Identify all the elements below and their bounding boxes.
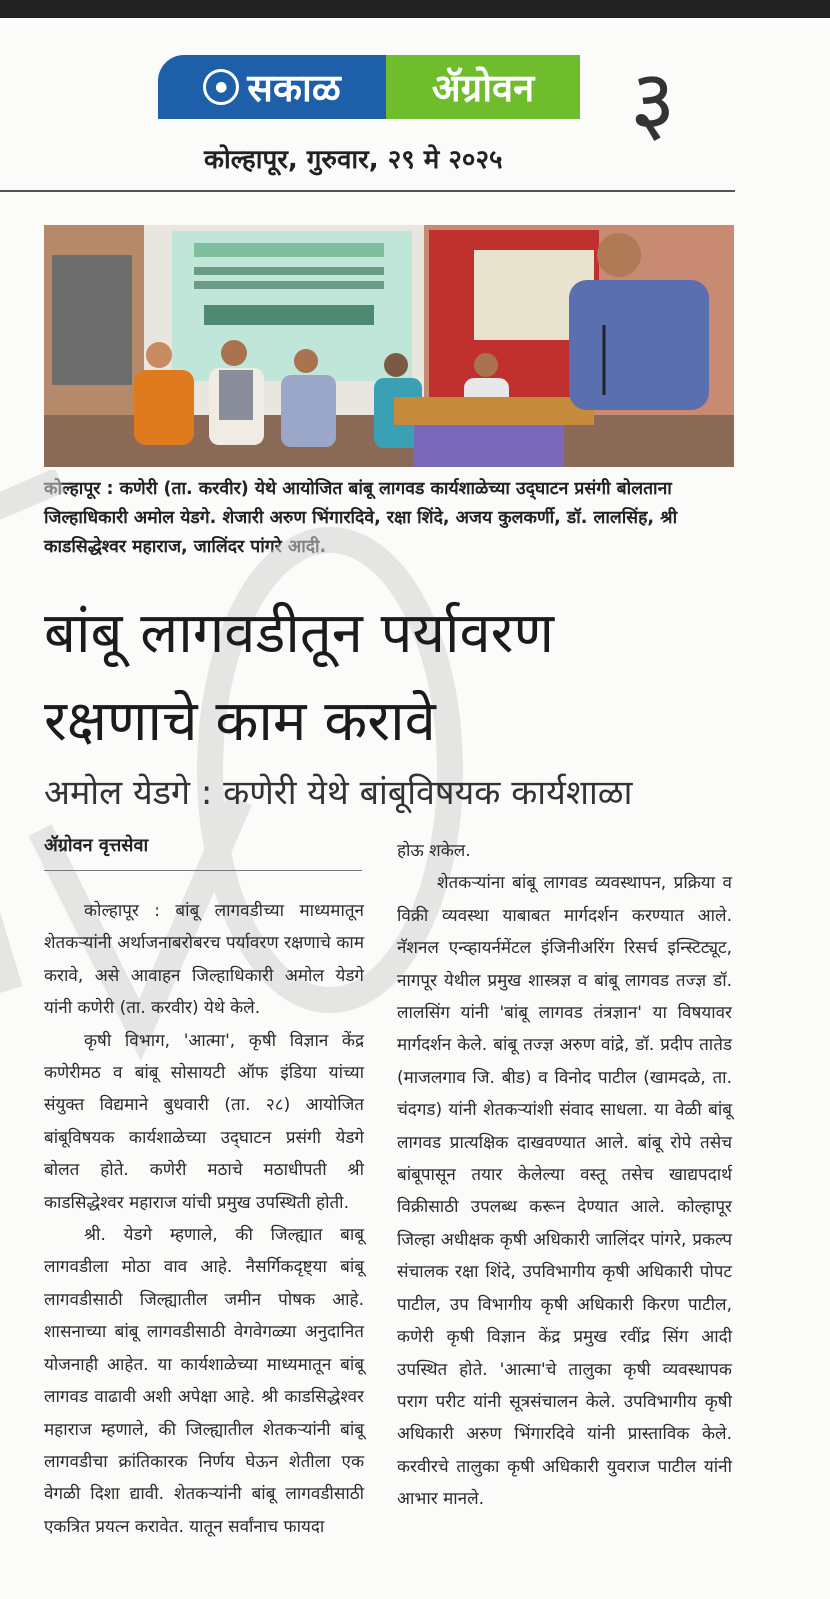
article-paragraph: होऊ शकेल. [397,841,471,861]
headline-line-2: रक्षणाचे काम करावे [44,689,436,754]
paper-name: सकाळ [247,66,341,110]
article-subheadline: अमोल येडगे : कणेरी येथे बांबूविषयक कार्यशाळा [44,773,633,813]
byline-divider [44,870,362,871]
article-headline [44,590,764,766]
article-column-2 [397,835,732,1516]
masthead-divider [0,190,735,192]
article-paragraph: कोल्हापूर : बांबू लागवडीच्या माध्यमातून शेतकऱ्यांनी अर्थाजनाबरोबरच पर्यावरण रक्षणाचे काम करावे, असे आवाहन जिल्हाधिकारी अमोल येडगे यांनी कणेरी (ता. करवीर) येथे केले. [44,901,364,1019]
sakal-emblem-icon: ● [203,69,239,105]
photo-caption: कोल्हापूर : कणेरी (ता. करवीर) येथे आयोजित बांबू लागवड कार्यशाळेच्या उद्‍घाटन प्रसंगी बोलताना जिल्हाधिकारी अमोल येडगे. शेजारी अरुण भिंगारदिवे, रक्षा शिंदे, अजय कुलकर्णी, डॉ. लालसिंह, श्री काडसिद्धेश्‍वर महाराज, जालिंदर पांगरे आदी. [44,479,678,557]
news-photo [44,225,734,467]
article-column-1 [44,895,364,1543]
device-status-bar [0,0,830,18]
masthead-logo [158,55,580,119]
article-paragraph: कृषी विभाग, 'आत्मा', कृषी विज्ञान केंद्र कणेरीमठ व बांबू सोसायटी ऑफ इंडिया यांच्या संयुक्त विद्यमाने बुधवारी (ता. २८) आयोजित बांबूविषयक कार्यशाळेच्या उद्‍घाटन प्रसंगी येडगे बोलत होते. कणेरी मठाचे मठाधीपती श्री काडसिद्धेश्‍वर महाराज यांची प्रमुख उपस्थिती होती. [44,1030,364,1213]
article-byline: ॲग्रोवन वृत्तसेवा [44,835,149,856]
page-number: ३ [630,50,676,153]
dateline: कोल्हापूर, गुरुवार, २९ मे २०२५ [204,145,503,175]
article-paragraph: शेतकऱ्यांना बांबू लागवड व्यवस्थापन, प्रक्रिया व विक्री व्यवस्था याबाबत मार्गदर्शन करण्यात आले. नॅशनल एन्व्हायर्नमेंटल इंजिनीअरिंग रिसर्च इन्स्टिट्यूट, नागपूर येथील प्रमुख शास्त्रज्ञ व बांबू लागवड तज्ज्ञ डॉ. लालसिंग यांनी 'बांबू लागवड तंत्रज्ञान' या विषयावर मार्गदर्शन केले. बांबू तज्ज्ञ अरुण वांद्रे, डॉ. प्रदीप तातेड (माजलगाव जि. बीड) व विनोद पाटील (खामदळे, ता. चंदगड) यांनी शेतकऱ्यांशी संवाद साधला. या वेळी बांबू लागवड प्रात्यक्षिक दाखवण्यात आले. बांबू रोपे तसेच बांबूपासून तयार केलेल्या वस्तू तसेच खाद्यपदार्थ विक्रीसाठी उपलब्ध करून देण्यात आले. कोल्हापूर जिल्हा अधीक्षक कृषी अधिकारी जालिंदर पांगरे, प्रकल्प संचालक रक्षा शिंदे, उपविभागीय कृषी अधिकारी पोपट पाटील, उप विभागीय कृषी अधिकारी किरण पाटील, कणेरी कृषी विज्ञान केंद्र प्रमुख रवींद्र सिंग आदी उपस्थित होते. 'आत्मा'चे तालुका कृषी व्यवस्थापक पराग परीट यांनी सूत्रसंचालन केले. उपविभागीय कृषी अधिकारी अरुण भिंगारदिवे यांनी प्रास्ताविक केले. करवीरचे तालुका कृषी अधिकारी युवराज पाटील यांनी आभार मानले. [397,873,732,1510]
agrowon-logo [386,55,580,119]
edition-name: ॲग्रोवन [431,66,535,110]
headline-line-1: बांबू लागवडीतून पर्यावरण [44,601,554,666]
sakal-logo [158,55,386,119]
event-photo-illustration [44,225,734,467]
article-paragraph: श्री. येडगे म्हणाले, की जिल्ह्यात बाबू लागवडीला मोठा वाव आहे. नैसर्गिकदृष्ट्या बांबू लागवडीसाठी जिल्ह्यातील जमीन पोषक आहे. शासनाच्या बांबू लागवडीसाठी वेगवेगळ्या अनुदानित योजनाही आहेत. या कार्यशाळेच्या माध्यमातून बांबू लागवड वाढावी अशी अपेक्षा आहे. श्री काडसिद्धेश्‍वर महाराज म्हणाले, की जिल्ह्यातील शेतकऱ्यांनी बांबू लागवडीचा क्रांतिकारक निर्णय घेऊन शेतीला एक वेगळी दिशा द्यावी. शेतकऱ्यांनी बांबू लागवडीसाठी एकत्रित प्रयत्न करावेत. यातून सर्वांनाच फायदा [44,1225,364,1537]
